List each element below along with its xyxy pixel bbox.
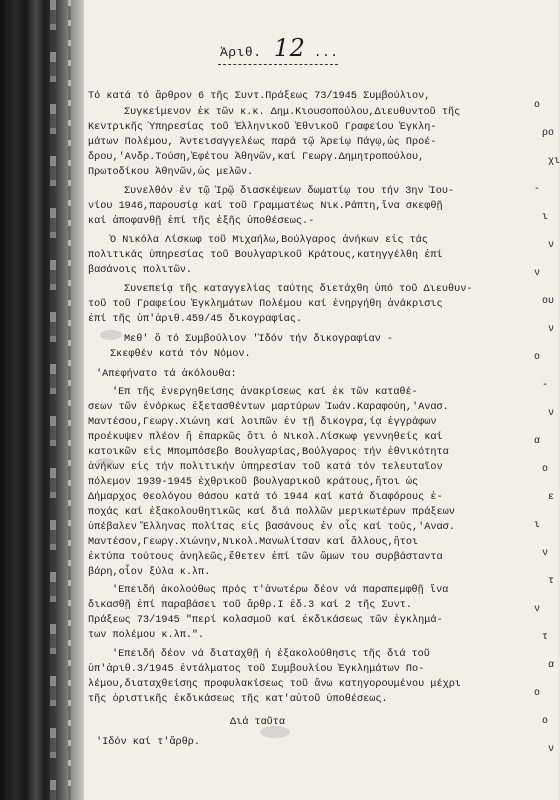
- document-line: προέκυψεν πλέον ἢ ἐπαρκῶς ὅτι ὁ Νικολ.Λίσκωφ γεννηθείς καί: [88, 432, 443, 443]
- margin-fragment: ο: [542, 716, 549, 727]
- number-label: Ἀριθ.: [220, 45, 262, 60]
- document-line: Συνελθόν ἐν τῷ Ἱρῷ διασκέψεων δωματίῳ του τήν 3ην Ἰου-: [124, 186, 455, 197]
- ink-smudge: [96, 458, 114, 467]
- document-number: [220, 34, 339, 62]
- document-line: ἐκτύπα τούτους ἀνηλεῶς,ἔθετεν ἐπί τῶν ὤμων του συρβάσταντα: [88, 552, 443, 563]
- document-line: 'Επ τῆς ἐνεργηθείσης ἀνακρίσεως καί ἐκ τῶν καταθέ-: [112, 387, 418, 398]
- document-line: 'Επειδή δέον νά διαταχθῇ ἡ ἐξακολούθησις τῆς διά τοῦ: [112, 649, 430, 660]
- document-line: ὑπέβαλεν Ἕλληνας πολίτας εἰς βασάνους ἐν οἷς καί τούς,'Ανασ.: [88, 522, 455, 533]
- document-line: πόλεμον 1939-1945 ἐχθρικοῦ βουλγαρικοῦ κράτους,ἤτοι ὡς: [88, 477, 419, 488]
- binding-edge: [0, 0, 86, 800]
- margin-fragment: ο: [534, 352, 541, 363]
- margin-fragment: ν: [548, 408, 555, 419]
- document-line: Συγκείμενον ἐκ τῶν κ.κ. Δημ.Κιουσοπούλου,Διευθυντοῦ τῆς: [124, 107, 461, 118]
- document-line: βάρη,οἷον ξύλα κ.λπ.: [88, 567, 211, 578]
- margin-fragment: ν: [548, 240, 555, 251]
- margin-fragment: ε: [548, 492, 555, 503]
- document-line: δικασθῇ ἐπί παραβάσει τοῦ ἄρθρ.Ι ἐδ.3 καί 2 τῆς Συντ.: [88, 600, 413, 611]
- margin-fragment: α: [534, 436, 541, 447]
- margin-fragment: ν: [548, 324, 555, 335]
- ink-smudge: [100, 330, 122, 340]
- margin-fragment: α: [548, 660, 555, 671]
- document-line: πολιτικάς ὑπηρεσίας τοῦ Βουλγαρικοῦ Κράτους,κατηγγέλθη ἐπί: [88, 250, 443, 261]
- document-line: 'Απεφήνατο τά ἀκόλουθα:: [96, 369, 237, 380]
- ink-smudge: [260, 726, 290, 738]
- document-line: καί ἀποφανθῇ ἐπί τῆς ἐξῆς ὑποθέσεως.-: [88, 216, 315, 227]
- margin-fragment: ρο: [542, 128, 555, 139]
- document-line: Συνεπείᾳ τῆς καταγγελίας ταύτης διετάχθη ὑπό τοῦ Διευθυν-: [124, 284, 473, 295]
- clipped-margin-text: [528, 60, 558, 800]
- number-value: 12: [273, 34, 306, 62]
- document-line: κατοικῶν εἰς Μπομπόσεβο Βουλγαρίας,Βούλγαρος τήν ἐθνικότητα: [88, 447, 449, 458]
- margin-fragment: ου: [542, 296, 555, 307]
- margin-fragment: ν: [542, 548, 549, 559]
- document-line: Μαντέσον,Γεωργ.Χιώνην,Νικολ.Μανωλίτσαν καί ἄλλους,ἤτοι: [88, 537, 419, 548]
- document-line: Δήμαρχος Θεολόγου Θάσου κατά τό 1944 καί κατά διαφόρους ἐ-: [88, 492, 443, 503]
- document-line: Πράξεως 73/1945 "περί κολασμοῦ καί ἐκδικάσεως τῶν ἐγκλημά-: [88, 615, 443, 626]
- margin-fragment: ο: [534, 688, 541, 699]
- margin-fragment: -: [534, 184, 541, 195]
- document-line: Τό κατά τό ἄρθρον 6 τῆς Συντ.Πράξεως 73/1945 Συμβούλιον,: [88, 91, 431, 102]
- margin-fragment: χι: [548, 156, 560, 167]
- margin-fragment: ν: [534, 268, 541, 279]
- document-line: Μαντέσου,Γεωργ.Χιώνη καί λοιπῶν ἐν τῇ δικογρα,ίᾳ ἐγγράφων: [88, 417, 437, 428]
- document-line: Σκεφθέν κατά τόν Νόμον.: [110, 349, 251, 360]
- document-line: μάτων Πολέμου, Ἀντεισαγγελέως παρά τῷ Ἀρείῳ Πάγῳ,ὡς Προέ-: [88, 137, 437, 148]
- document-line: βασάνοις πολιτῶν.: [88, 265, 192, 276]
- document-line: δρου,'Ανδρ.Τούση,Ἐφέτου Ἀθηνῶν,καί Γεωργ.Δημητροπούλου,: [88, 152, 425, 163]
- document-line: Πρωτοδίκου Ἀθηνῶν,ὡς μελῶν.: [88, 167, 254, 178]
- margin-fragment: ι: [534, 520, 541, 531]
- document-line: νίου 1946,παρουσίᾳ καί τοῦ Γραμματέως Νικ.Ράπτη,ἵνα σκεφθῇ: [88, 201, 443, 212]
- document-line: Διά ταῦτα: [230, 717, 286, 728]
- margin-fragment: τ: [548, 576, 555, 587]
- margin-fragment: ι: [542, 212, 549, 223]
- document-line: 'Επειδή ἀκολούθως πρός τ'ἀνωτέρω δέον νά παραπεμφθῇ ἵνα: [112, 585, 449, 596]
- document-line: των πολέμου κ.λπ.".: [88, 630, 205, 641]
- document-line: ὑπ'ἀριθ.3/1945 ἐντάλματος τοῦ Συμβουλίου Ἐγκλημάτων Πο-: [88, 664, 425, 675]
- margin-fragment: -: [542, 380, 549, 391]
- document-line: ἀνήκων εἰς τήν πολιτικήν ὑπηρεσίαν τοῦ κατά τόν τελευταῖον: [88, 462, 443, 473]
- document-line: ποχάς καί ἐξακολουθητικῶς καί διά πολλῶν μερικωτέρων πράξεων: [88, 507, 455, 518]
- margin-fragment: ν: [548, 744, 555, 755]
- document-line: Κεντρικῆς Ὑπηρεσίας τοῦ Ἑλληνικοῦ Ἐθνικοῦ Γραφείου Ἐγκλη-: [88, 122, 437, 133]
- document-line: Μεθ' ὅ τό Συμβούλιον 'Ἰδόν τήν δικογραφίαν -: [124, 334, 393, 345]
- document-line: τοῦ τοῦ Γραφείου Ἐγκλημάτων Πολέμου καί ἐνηργήθη ἀνάκρισις: [88, 299, 443, 310]
- margin-fragment: ο: [534, 100, 541, 111]
- number-trail: ...: [313, 45, 339, 60]
- number-underline: [218, 64, 338, 65]
- document-line: ἐπί τῆς ὑπ'ἀριθ.459/45 δικογραφίας.: [88, 314, 302, 325]
- margin-fragment: ο: [542, 464, 549, 475]
- document-line: λέμου,διαταχθείσης προφυλακίσεως τοῦ ἄνω κατηγορουμένου μέχρι: [88, 679, 461, 690]
- document-line: 'Ιδόν καί τ'ἄρθρ.: [96, 737, 200, 748]
- margin-fragment: ν: [534, 604, 541, 615]
- document-line: Ὁ Νικόλα Λίσκωφ τοῦ Μιχαήλω,Βούλγαρος ἀνήκων εἰς τάς: [110, 235, 428, 246]
- document-line: τῆς ὁριστικῆς ἐκδικάσεως τῆς κατ'αὐτοῦ ὑποθέσεως.: [88, 694, 388, 705]
- document-line: σεων τῶν ἐνόρκως ἐξετασθέντων μαρτύρων Ἰωάν.Καραφούη,'Ανασ.: [88, 402, 449, 413]
- margin-fragment: τ: [542, 632, 549, 643]
